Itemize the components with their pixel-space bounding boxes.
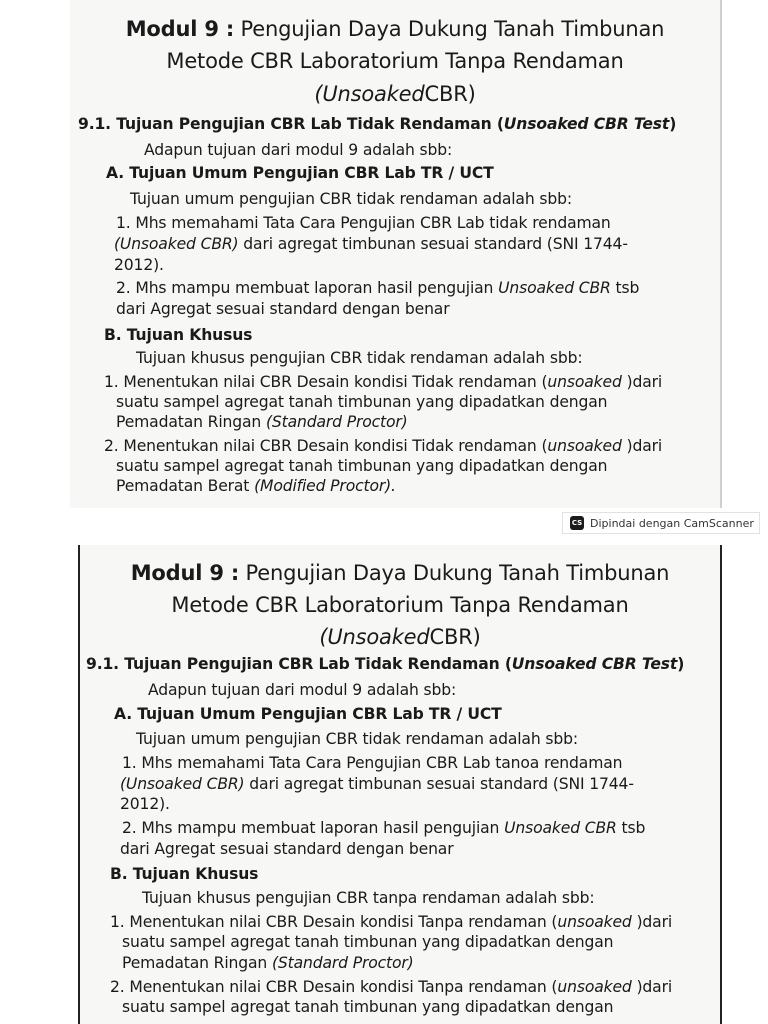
- list-item-b1-cont: suatu sampel agregat tanah timbunan yang dipadatkan dengan: [116, 393, 608, 411]
- camscanner-label: Dipindai dengan CamScanner: [590, 516, 754, 530]
- list-item-b1-cont: suatu sampel agregat tanah timbunan yang dipadatkan dengan: [122, 933, 614, 951]
- list-item-a1-cont: 2012).: [114, 256, 164, 274]
- list-item-b2: 2. Menentukan nilai CBR Desain kondisi Tidak rendaman (unsoaked )dari: [104, 437, 663, 455]
- list-item-a1-cont: 2012).: [120, 795, 170, 813]
- list-item-b2: 2. Menentukan nilai CBR Desain kondisi Tanpa rendaman (unsoaked )dari: [110, 978, 673, 996]
- list-item-b2-cont: suatu sampel agregat tanah timbunan yang dipadatkan dengan: [116, 457, 608, 475]
- module-title: Modul 9 : Pengujian Daya Dukung Tanah Timbunan: [130, 561, 670, 585]
- subsection-a-intro: Tujuan umum pengujian CBR tidak rendaman adalah sbb:: [136, 730, 578, 748]
- list-item-a2: 2. Mhs mampu membuat laporan hasil pengujian Unsoaked CBR tsb: [122, 819, 646, 837]
- subsection-b-heading: B. Tujuan Khusus: [104, 326, 253, 344]
- list-item-a2-cont: dari Agregat sesuai standard dengan benar: [120, 840, 454, 858]
- section-heading: 9.1. Tujuan Pengujian CBR Lab Tidak Rendaman (Unsoaked CBR Test): [86, 655, 685, 673]
- list-item-b2-cont: Pemadatan Berat (Modified Proctor).: [116, 477, 396, 495]
- section-heading: 9.1. Tujuan Pengujian CBR Lab Tidak Rendaman (Unsoaked CBR Test): [78, 115, 677, 133]
- subsection-b-intro: Tujuan khusus pengujian CBR tidak rendaman adalah sbb:: [136, 349, 583, 367]
- list-item-a2-cont: dari Agregat sesuai standard dengan benar: [116, 300, 450, 318]
- intro-text: Adapun tujuan dari modul 9 adalah sbb:: [148, 681, 457, 699]
- list-item-a1: 1. Mhs memahami Tata Cara Pengujian CBR Lab tidak rendaman: [116, 214, 611, 232]
- subsection-a-heading: A. Tujuan Umum Pengujian CBR Lab TR / UCT: [114, 705, 502, 723]
- module-subtitle: Metode CBR Laboratorium Tanpa Rendaman: [166, 49, 624, 73]
- list-item-b1-cont: Pemadatan Ringan (Standard Proctor): [122, 954, 414, 972]
- list-item-a2: 2. Mhs mampu membuat laporan hasil pengujian Unsoaked CBR tsb: [116, 279, 640, 297]
- scanned-page-1: [70, 0, 722, 508]
- list-item-b1-cont: Pemadatan Ringan (Standard Proctor): [116, 413, 408, 431]
- list-item-a1-cont: (Unsoaked CBR) dari agregat timbunan sesuai standard (SNI 1744-: [114, 235, 628, 253]
- camscanner-icon: CS: [570, 516, 584, 530]
- list-item-b2-cont: suatu sampel agregat tanah timbunan yang dipadatkan dengan: [122, 998, 614, 1016]
- subsection-a-intro: Tujuan umum pengujian CBR tidak rendaman adalah sbb:: [130, 190, 572, 208]
- subsection-b-intro: Tujuan khusus pengujian CBR tanpa rendaman adalah sbb:: [142, 889, 595, 907]
- list-item-b1: 1. Menentukan nilai CBR Desain kondisi Tidak rendaman (unsoaked )dari: [104, 373, 663, 391]
- module-subtitle-unsoaked: (UnsoakedCBR): [314, 82, 476, 106]
- list-item-b1: 1. Menentukan nilai CBR Desain kondisi Tanpa rendaman (unsoaked )dari: [110, 913, 673, 931]
- module-subtitle: Metode CBR Laboratorium Tanpa Rendaman: [171, 593, 629, 617]
- intro-text: Adapun tujuan dari modul 9 adalah sbb:: [144, 141, 453, 159]
- scanned-page-2: [78, 545, 722, 1024]
- module-title: Modul 9 : Pengujian Daya Dukung Tanah Timbunan: [125, 17, 665, 41]
- subsection-a-heading: A. Tujuan Umum Pengujian CBR Lab TR / UCT: [106, 164, 494, 182]
- camscanner-watermark: [562, 512, 760, 534]
- subsection-b-heading: B. Tujuan Khusus: [110, 865, 259, 883]
- list-item-a1-cont: (Unsoaked CBR) dari agregat timbunan sesuai standard (SNI 1744-: [120, 775, 634, 793]
- module-subtitle-unsoaked: (UnsoakedCBR): [319, 625, 481, 649]
- list-item-a1: 1. Mhs memahami Tata Cara Pengujian CBR Lab tanoa rendaman: [122, 754, 623, 772]
